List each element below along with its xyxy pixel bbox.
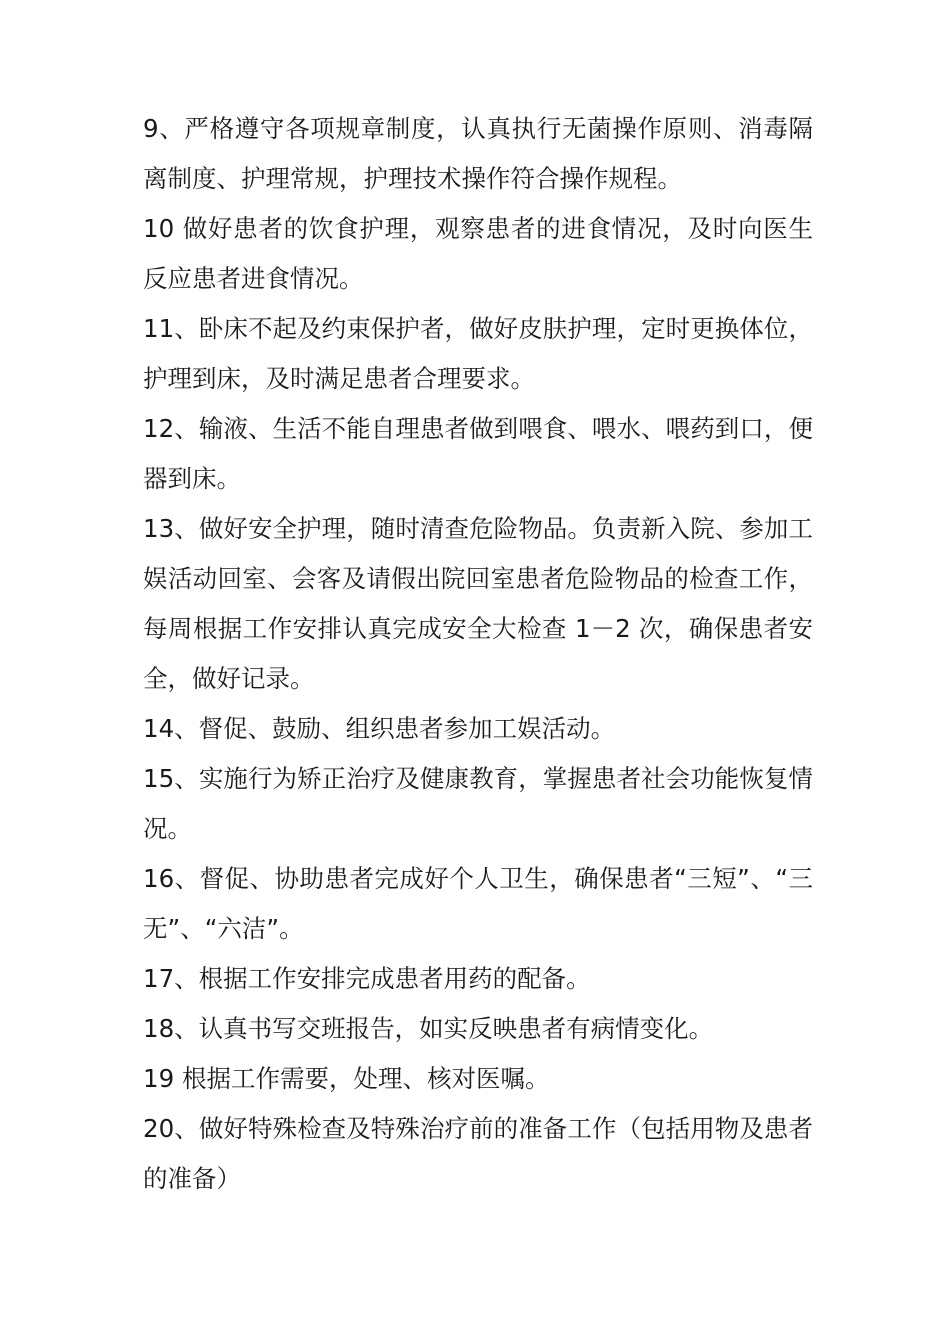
paragraph-item-12: 12、输液、生活不能自理患者做到喂食、喂水、喂药到口，便器到床。 xyxy=(143,414,813,493)
document-body xyxy=(143,104,813,1204)
paragraph-item-11: 11、卧床不起及约束保护者，做好皮肤护理，定时更换体位，护理到床，及时满足患者合理要求。 xyxy=(143,314,813,393)
paragraph-item-9: 9、严格遵守各项规章制度，认真执行无菌操作原则、消毒隔离制度、护理常规，护理技术操作符合操作规程。 xyxy=(143,114,813,193)
paragraph-item-16: 16、督促、协助患者完成好个人卫生，确保患者“三短”、“三无”、“六洁”。 xyxy=(143,864,813,943)
paragraph-item-18: 18、认真书写交班报告，如实反映患者有病情变化。 xyxy=(143,1014,714,1043)
paragraph-item-15: 15、实施行为矫正治疗及健康教育，掌握患者社会功能恢复情况。 xyxy=(143,764,813,843)
paragraph-item-13: 13、做好安全护理，随时清查危险物品。负责新入院、参加工娱活动回室、会客及请假出院回室患者危险物品的检查工作，每周根据工作安排认真完成安全大检查 1－2 次，确保患者安全，做好记录。 xyxy=(143,514,813,693)
paragraph-item-19: 19 根据工作需要，处理、核对医嘱。 xyxy=(143,1064,550,1093)
paragraph-item-20: 20、做好特殊检查及特殊治疗前的准备工作（包括用物及患者的准备） xyxy=(143,1114,813,1193)
paragraph-item-14: 14、督促、鼓励、组织患者参加工娱活动。 xyxy=(143,714,616,743)
paragraph-item-10: 10 做好患者的饮食护理，观察患者的进食情况，及时向医生反应患者进食情况。 xyxy=(143,214,813,293)
paragraph-item-17: 17、根据工作安排完成患者用药的配备。 xyxy=(143,964,591,993)
